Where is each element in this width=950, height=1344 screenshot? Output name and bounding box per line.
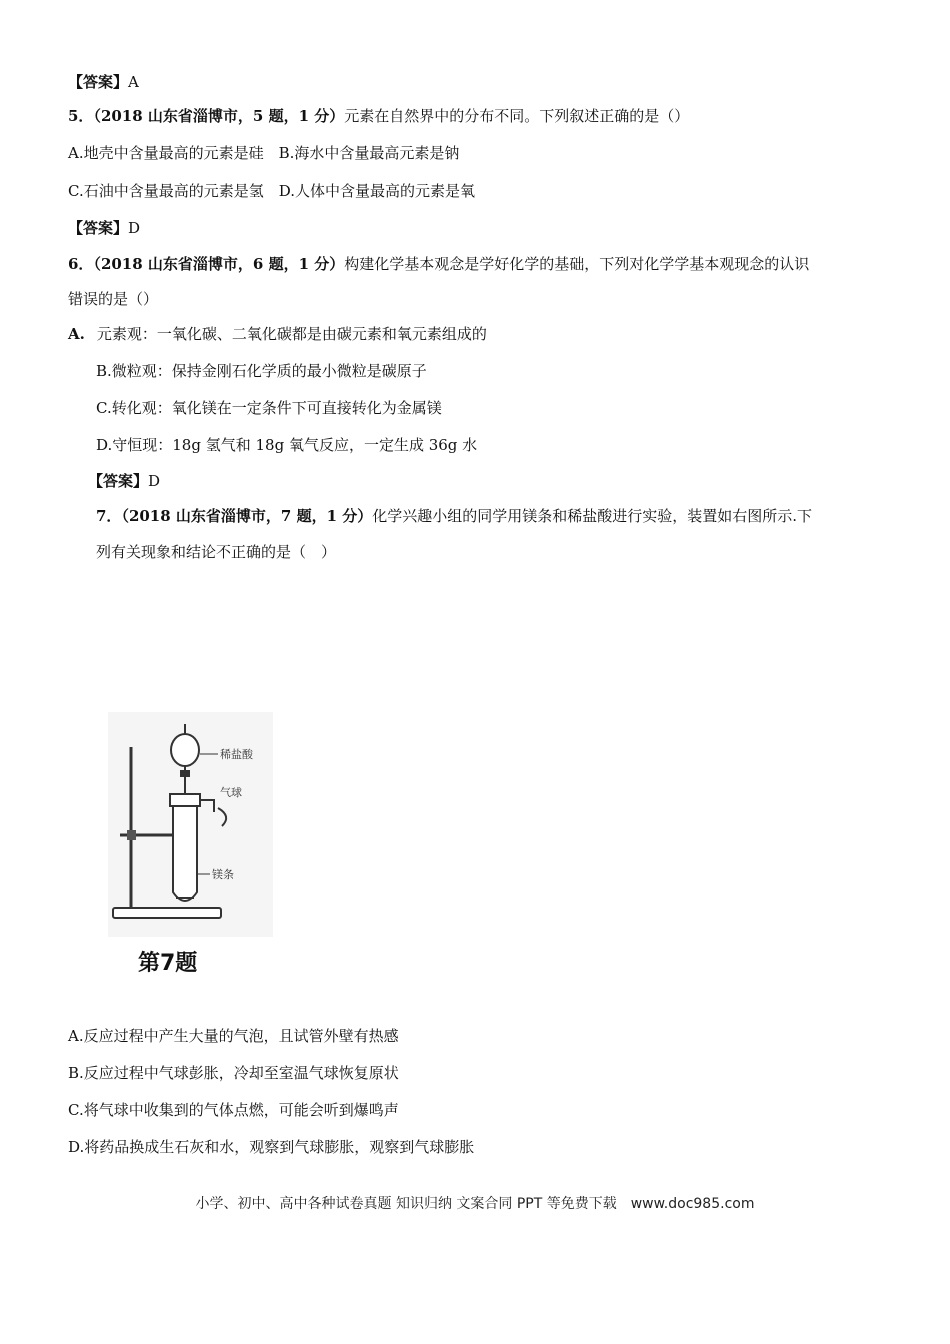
apparatus-figure [108, 712, 273, 982]
q5-options-cd: C.石油中含量最高的元素是氢 D.人体中含量最高的元素是氧 [68, 182, 475, 200]
funnel-stopcock [180, 770, 190, 777]
q6-option-c: C.转化观：氧化镁在一定条件下可直接转化为金属镁 [96, 399, 442, 417]
option-a-text: 元素观：一氧化碳、二氧化碳都是由碳元素和氧元素组成的 [96, 325, 487, 343]
answer-label: 【答案】 [68, 73, 129, 91]
q7-stem-text: 化学兴趣小组的同学用镁条和稀盐酸进行实验，装置如右图所示.下 [372, 507, 813, 525]
q6-option-a [68, 324, 487, 344]
q7-option-b: B.反应过程中气球彭胀，冷却至室温气球恢复原状 [68, 1064, 399, 1082]
q6-option-d: D.守恒现：18g 氢气和 18g 氧气反应，一定生成 36g 水 [96, 436, 478, 454]
label-acid: 稀盐酸 [220, 748, 253, 761]
q6-stem [68, 254, 809, 274]
q5-stem [68, 106, 689, 126]
q6-source: （2018 山东省淄博市，6 题，1 分） [93, 255, 345, 273]
q6-option-b: B.微粒观：保持金刚石化学质的最小微粒是碳原子 [96, 362, 427, 380]
q7-source: （2018 山东省淄博市，7 题，1 分） [121, 507, 373, 525]
q5-source: （2018 山东省淄博市，5 题，1 分） [93, 107, 345, 125]
option-a-label: A. [68, 325, 85, 343]
answer-value: D [128, 219, 141, 237]
q5-answer [68, 218, 140, 238]
q6-number: 6． [68, 255, 94, 273]
q5-options-ab: A.地壳中含量最高的元素是硅 B.海水中含量最高元素是钠 [68, 144, 460, 162]
q6-answer [88, 471, 160, 491]
answer-label: 【答案】 [68, 219, 129, 237]
answer-label: 【答案】 [88, 472, 149, 490]
figure-caption: 第7题 [138, 951, 198, 976]
answer-value: D [148, 472, 161, 490]
apparatus-drawing [108, 712, 273, 982]
q7-option-a: A.反应过程中产生大量的气泡，且试管外壁有热感 [68, 1027, 399, 1045]
answer-value: A [128, 73, 139, 91]
q7-stem [96, 506, 812, 526]
q4-answer [68, 72, 139, 92]
q5-stem-text: 元素在自然界中的分布不同。下列叙述正确的是（） [344, 107, 690, 125]
stopper [170, 794, 200, 806]
test-tube [173, 802, 197, 901]
q6-stem-cont: 错误的是（） [68, 290, 159, 308]
label-balloon: 气球 [220, 786, 242, 799]
q7-option-d: D.将药品换成生石灰和水，观察到气球膨胀，观察到气球膨胀 [68, 1138, 475, 1156]
page-footer: 小学、初中、高中各种试卷真题 知识归纳 文案合同 PPT 等免费下载 www.doc985.com [195, 1196, 755, 1212]
clamp-boss [127, 830, 136, 840]
funnel-bulb [171, 734, 199, 766]
q7-number: 7． [96, 507, 122, 525]
q5-number: 5． [68, 107, 94, 125]
q7-option-c: C.将气球中收集到的气体点燃，可能会听到爆鸣声 [68, 1101, 399, 1119]
stand-base [113, 908, 221, 918]
q7-stem-cont: 列有关现象和结论不正确的是（ ） [96, 543, 337, 561]
label-ribbon: 镁条 [212, 868, 234, 881]
q6-stem-text: 构建化学基本观念是学好化学的基础，下列对化学学基本观现念的认识 [344, 255, 810, 273]
